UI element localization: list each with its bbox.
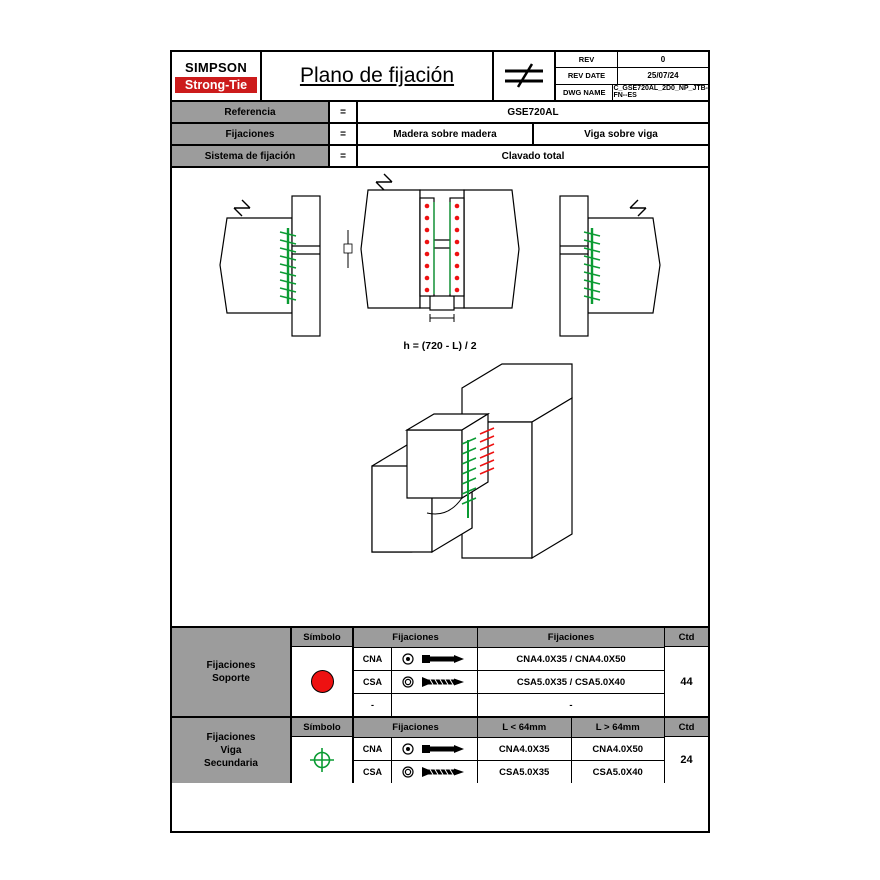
legend-secondary-right (354, 718, 708, 783)
legend-support-hdr-fijaciones: Fijaciones (354, 628, 478, 647)
dwg-name-value: C_GSE720AL_2D0_NP_JTB-FN--ES (613, 85, 708, 100)
legend-secondary-row-csa (354, 761, 664, 783)
legend-support-desc-csa: CSA5.0X35 / CSA5.0X40 (516, 676, 626, 688)
legend-support (172, 628, 708, 718)
rev-date-row (556, 68, 708, 84)
info-row-sistema (172, 146, 708, 168)
legend-secondary-row-cna (354, 738, 664, 761)
legend-support-hdr-ctd: Ctd (665, 628, 708, 647)
legend-secondary-title (172, 718, 292, 783)
info-value-fijaciones-left: Madera sobre madera (358, 124, 534, 144)
legend-secondary-title-line1: Fijaciones (206, 732, 256, 743)
legend-support-title (172, 628, 292, 716)
legend-support-desc-cna: CNA4.0X35 / CNA4.0X50 (516, 653, 626, 665)
sheet-title-text: Plano de fijación (299, 64, 455, 87)
legend-secondary-cna-l-lt: CNA4.0X35 (478, 738, 572, 760)
legend-secondary-ctd-value: 24 (680, 754, 693, 766)
crosshair-circle-icon (292, 737, 352, 783)
brand-logo-bottom: Strong-Tie (175, 77, 257, 93)
legend-secondary-symbol-col (292, 718, 354, 783)
right-elevation-view (560, 196, 660, 336)
brand-logo (172, 52, 262, 100)
rev-date-value: 25/07/24 (647, 71, 679, 81)
drawing-area (172, 168, 708, 628)
technical-drawing (172, 168, 708, 624)
legend-support-symbol-header: Símbolo (292, 628, 352, 647)
legend-support-ctd-value: 44 (680, 675, 693, 688)
legend-secondary-cna-l-gt: CNA4.0X50 (592, 743, 644, 755)
legend-support-desc-empty: - (569, 699, 573, 711)
flat-head-screw-icon (392, 648, 478, 670)
legend-secondary-code-cna: CNA (354, 738, 392, 760)
legend-support-symbol-col (292, 628, 354, 716)
center-section-view (344, 174, 519, 322)
left-elevation-view (220, 196, 320, 336)
title-block (172, 52, 708, 102)
rev-date-label: REV DATE (556, 68, 618, 83)
info-label-referencia: Referencia (172, 102, 330, 122)
legend-support-header-row (354, 628, 664, 648)
legend-support-title-line2: Soporte (212, 673, 250, 684)
legend-secondary-code-csa: CSA (354, 761, 392, 783)
sheet-title (262, 52, 494, 100)
legend-support-hdr-fijaciones2: Fijaciones (478, 628, 664, 647)
info-label-sistema: Sistema de fijación (172, 146, 330, 166)
legend-secondary-symbol-header: Símbolo (292, 718, 352, 737)
offset-joint-symbol-icon (494, 52, 556, 100)
info-row-fijaciones (172, 124, 708, 146)
info-value-fijaciones-right: Viga sobre viga (584, 128, 658, 140)
dwg-name-label: DWG NAME (556, 85, 613, 100)
legend-secondary-hdr-l-lt: L < 64mm (478, 718, 572, 737)
legend-secondary-hdr-fijaciones: Fijaciones (354, 718, 478, 737)
info-eq-fijaciones: = (330, 124, 358, 144)
info-label-fijaciones: Fijaciones (172, 124, 330, 144)
legend-support-title-line1: Fijaciones (206, 660, 256, 671)
legend-secondary-hdr-ctd: Ctd (665, 718, 708, 737)
countersunk-screw-icon (392, 671, 478, 693)
legend-support-pic-empty (392, 694, 478, 716)
legend-secondary-title-line2: Viga (220, 745, 242, 756)
offset-joint-symbol-svg (502, 59, 546, 93)
drawing-sheet (170, 50, 710, 833)
info-row-referencia (172, 102, 708, 124)
info-value-referencia: GSE720AL (507, 106, 559, 118)
red-filled-circle-icon (292, 647, 352, 716)
legend-secondary-csa-l-gt: CSA5.0X40 (592, 766, 643, 778)
legend-support-row-empty (354, 694, 664, 716)
legend-support-code-csa: CSA (354, 671, 392, 693)
flat-head-screw-icon (392, 738, 478, 760)
info-value-sistema: Clavado total (501, 150, 565, 162)
brand-logo-top: SIMPSON (184, 59, 248, 75)
height-formula: h = (720 - L) / 2 (403, 340, 477, 352)
legend-secondary-hdr-l-gt: L > 64mm (572, 718, 665, 737)
legend-secondary-title-line3: Secundaria (204, 758, 258, 769)
isometric-view (372, 364, 572, 558)
revision-block (556, 52, 708, 100)
info-eq-referencia: = (330, 102, 358, 122)
rev-row (556, 52, 708, 68)
legend-support-code-empty: - (354, 694, 392, 716)
rev-label: REV (556, 52, 618, 67)
legend-secondary-header-row (354, 718, 664, 738)
legend-support-right (354, 628, 708, 716)
legend-secondary-csa-l-lt: CSA5.0X35 (478, 761, 572, 783)
legend-support-row-cna (354, 648, 664, 671)
countersunk-screw-icon (392, 761, 478, 783)
info-eq-sistema: = (330, 146, 358, 166)
rev-value: 0 (660, 55, 666, 65)
dwg-name-row (556, 85, 708, 100)
legend-secondary (172, 718, 708, 783)
legend-support-row-csa (354, 671, 664, 694)
legend-support-code-cna: CNA (354, 648, 392, 670)
